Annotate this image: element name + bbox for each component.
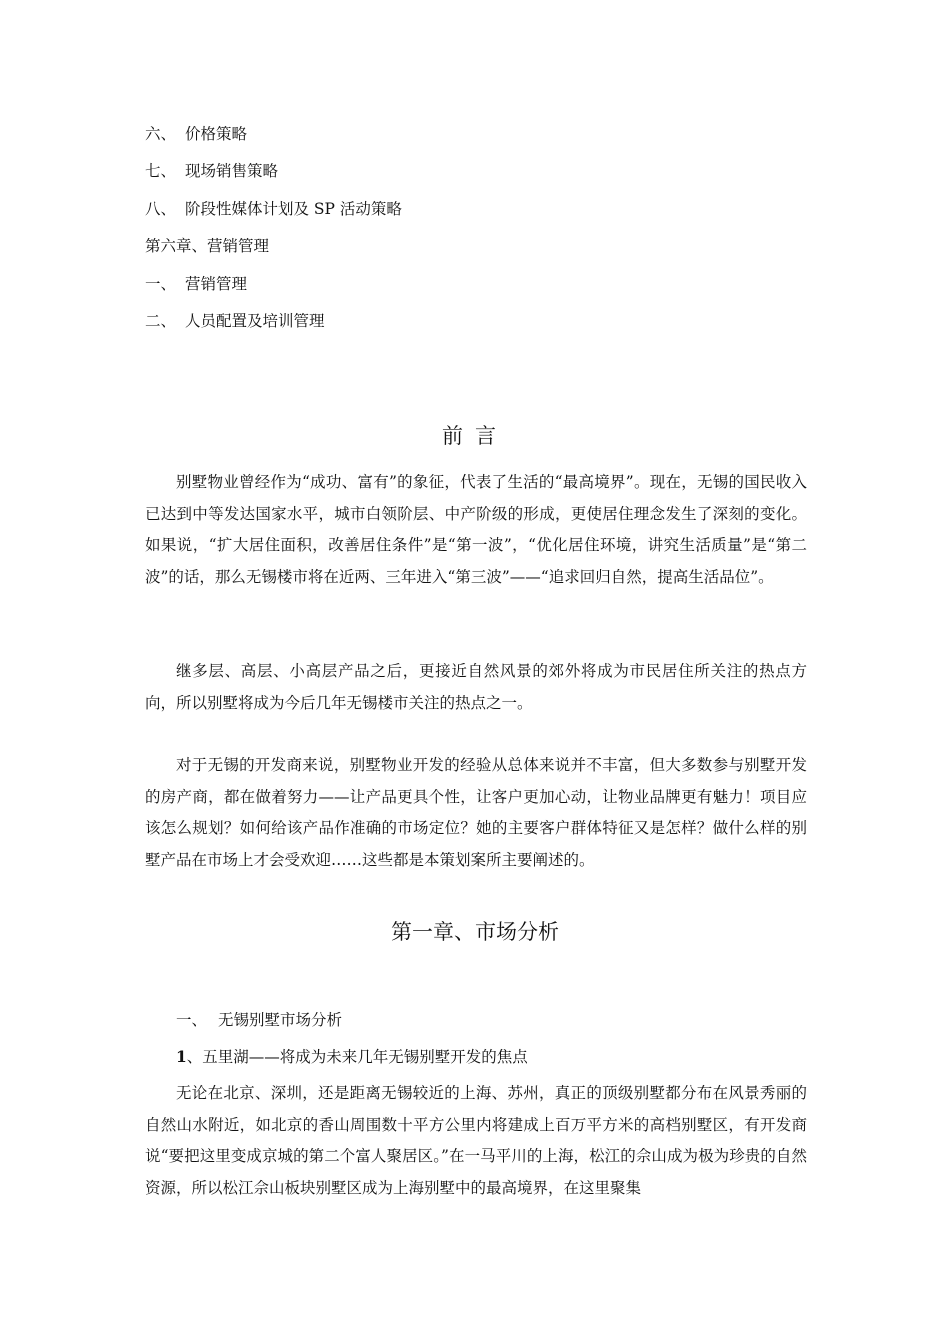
toc-item-staffing-training [145,305,805,342]
toc-item-number: 一、 [145,274,177,293]
preface-paragraph-3: 对于无锡的开发商来说，别墅物业开发的经验从总体来说并不丰富，但大多数参与别墅开发的房产商，都在做着努力——让产品更具个性，让客户更加心动，让物业品牌更有魅力！项目应该怎么规划？如何给该产品作准确的市场定位？她的主要客户群体特征又是怎样？做什么样的别墅产品在市场上才会受欢迎……这些都是本策划案所主要阐述的。 [145,756,807,869]
toc-item-onsite-sales [145,155,805,192]
toc-item-label: 营销管理 [207,237,270,256]
toc-item-number: 二、 [145,311,177,330]
toc-item-chapter-six [145,230,805,267]
section-number: 一、 [176,1011,208,1029]
subsection-label: 、五里湖——将成为未来几年无锡别墅开发的焦点 [186,1048,528,1066]
toc-item-label: 阶段性媒体计划及 SP 活动策略 [185,199,402,218]
toc-item-label: 营销管理 [185,274,248,293]
section-label: 无锡别墅市场分析 [218,1011,343,1029]
preface-paragraph-1: 别墅物业曾经作为“成功、富有”的象征，代表了生活的“最高境界”。现在，无锡的国民收入已达到中等发达国家水平，城市白领阶层、中产阶级的形成，更使居住理念发生了深刻的变化。如果说，“扩大居住面积，改善居住条件”是“第一波”，“优化居住环境，讲究生活质量”是“第二波”的话，那么无锡楼市将在近两、三年进入“第三波”——“追求回归自然，提高生活品位”。 [145,473,807,586]
chapter-one-paragraph: 无论在北京、深圳，还是距离无锡较近的上海、苏州，真正的顶级别墅都分布在风景秀丽的自然山水附近，如北京的香山周围数十平方公里内将建成上百万平方米的高档别墅区，有开发商说“要把这里变成京城的第二个富人聚居区。”在一马平川的上海，松江的佘山成为极为珍贵的自然资源，所以松江佘山板块别墅区成为上海别墅中的最高境界，在这里聚集 [145,1084,807,1197]
toc-item-label: 现场销售策略 [185,162,279,181]
toc-item-price-strategy [145,118,805,155]
toc-item-number: 八、 [145,199,177,218]
toc-item-media-plan [145,193,805,230]
table-of-contents [145,118,805,342]
toc-item-marketing-management [145,268,805,305]
toc-item-label: 价格策略 [185,125,248,143]
toc-item-label: 人员配置及培训管理 [185,311,325,330]
subsection-number: 1 [176,1047,187,1066]
preface-paragraph-2: 继多层、高层、小高层产品之后，更接近自然风景的郊外将成为市民居住所关注的热点方向，所以别墅将成为今后几年无锡楼市关注的热点之一。 [145,662,807,712]
subsection-heading [176,1042,528,1072]
preface-title: 前言 [442,424,508,448]
toc-item-number: 七、 [145,162,177,181]
section-heading [176,1005,342,1035]
chapter-one-title: 第一章、市场分析 [391,920,559,944]
toc-item-number: 六、 [145,125,177,143]
toc-item-number: 第六章、 [145,237,208,256]
